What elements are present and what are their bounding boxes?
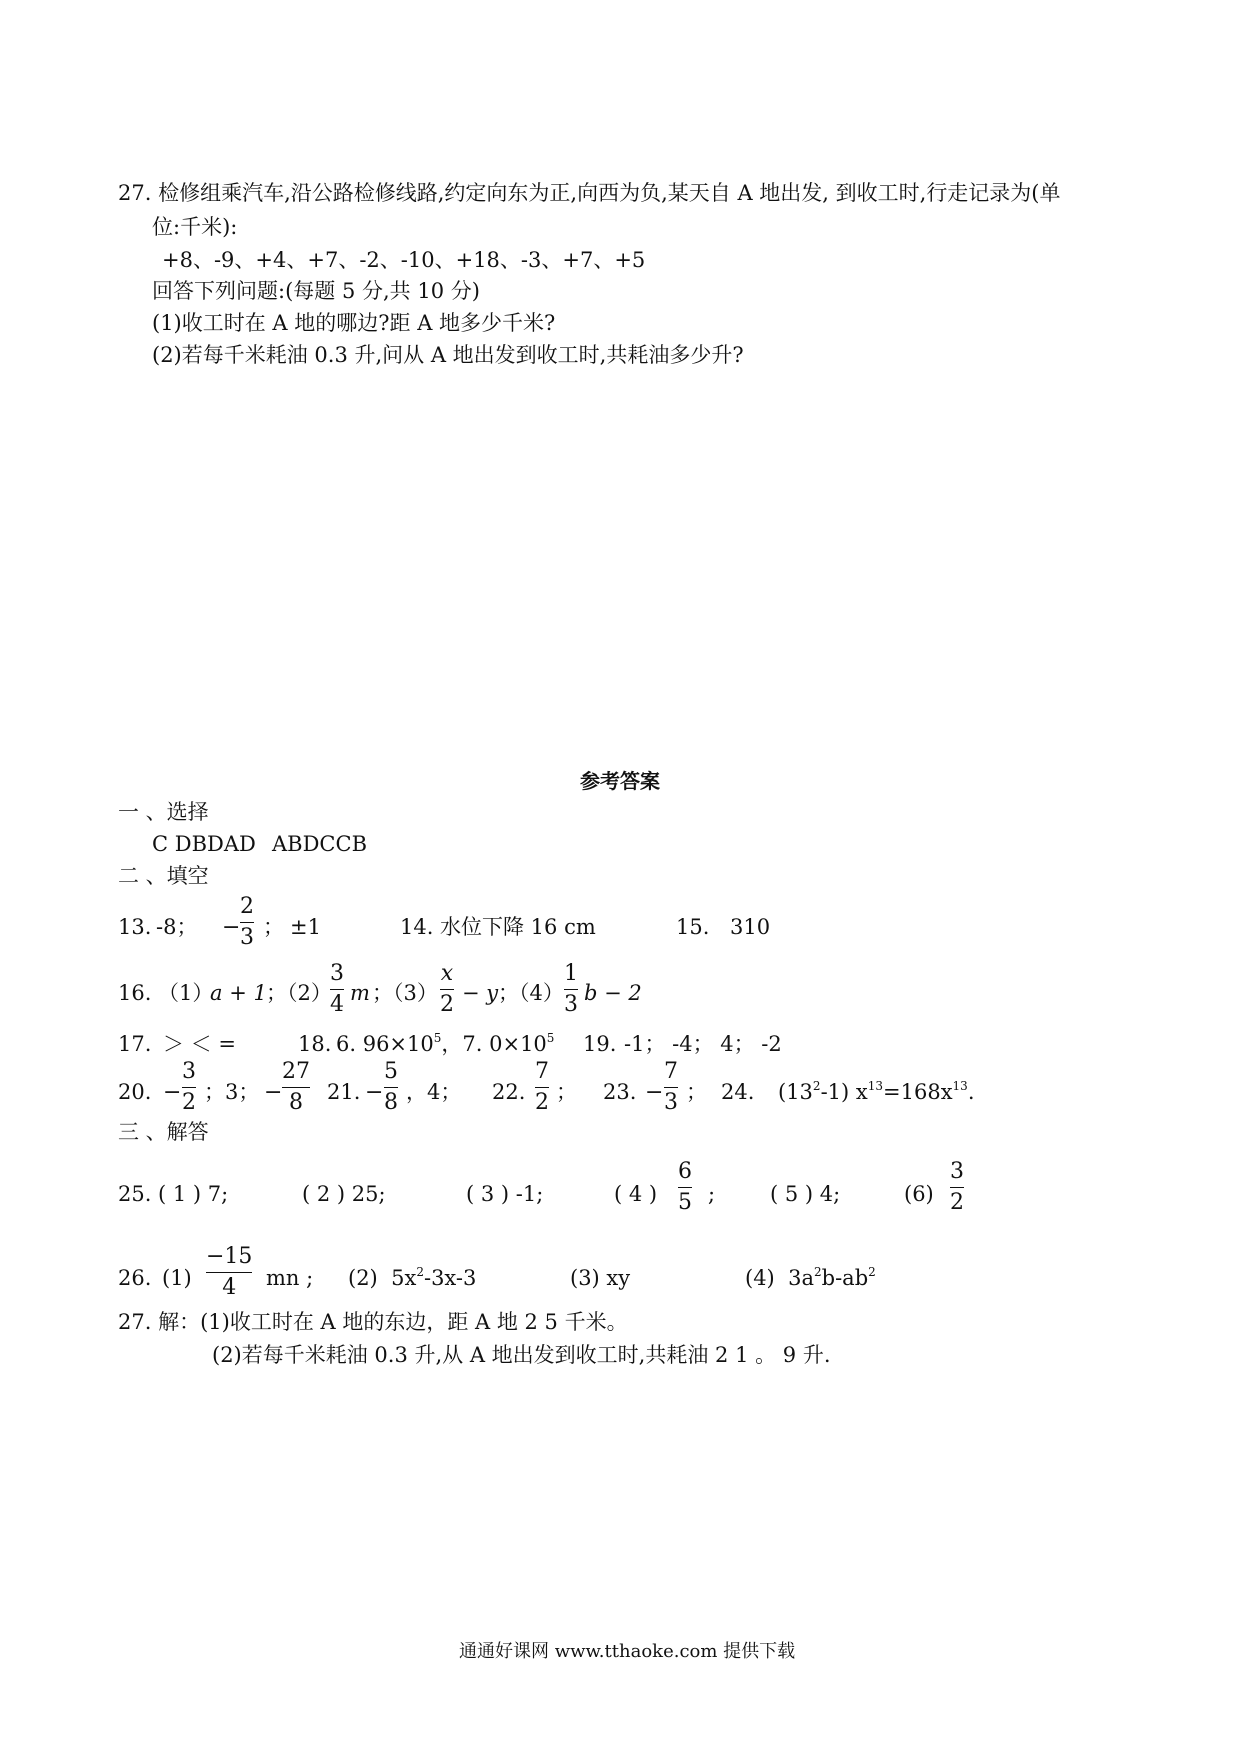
q24-mid2: =168x: [883, 1080, 953, 1104]
q24-exp1: 2: [812, 1079, 821, 1093]
q25-d-den: 5: [678, 1190, 692, 1215]
q25-c: ( 3 ) -1;: [466, 1182, 544, 1206]
section-solve-heading: 三 、解答: [118, 1120, 209, 1144]
q27-part2: (2)若每千米耗油 0.3 升,问从 A 地出发到收工时,共耗油多少升?: [152, 343, 744, 367]
q27-line2: 位:千米):: [152, 215, 238, 239]
q24-expression: [778, 1079, 975, 1104]
q25-e: ( 5 ) 4;: [770, 1182, 841, 1206]
q24-label: 24.: [721, 1080, 755, 1104]
choice-answers-1: C DBDAD: [152, 832, 256, 856]
q16-fraction-3: [440, 963, 454, 1016]
q18-label: 18.: [298, 1032, 332, 1056]
q13-fraction-num: 2: [240, 894, 254, 919]
q27-part1: (1)收工时在 A 地的哪边?距 A 地多少千米?: [152, 311, 556, 335]
q16-p2: ；（2）: [266, 981, 332, 1005]
q26-p2-tail: -3x-3: [423, 1266, 477, 1290]
q21-label: 21.: [327, 1080, 361, 1104]
q18-b-mantissa: 7. 0×10: [462, 1032, 547, 1056]
q16-e1: a + 1: [210, 981, 267, 1005]
q16-f2-num: 3: [330, 961, 344, 986]
q20-minus-1: −: [163, 1080, 182, 1105]
q20-minus-2: −: [264, 1080, 283, 1105]
q26-p4-exp2: 2: [868, 1265, 876, 1279]
q20-mid: ；3；: [204, 1080, 260, 1104]
q26-p4-exp1: 2: [814, 1265, 822, 1279]
q18-b-exp: 5: [546, 1031, 555, 1045]
q26-f-den: 4: [222, 1275, 237, 1300]
q26-p4-label: (4): [745, 1266, 775, 1290]
q27-record: +8、-9、+4、+7、-2、-10、+18、-3、+7、+5: [162, 248, 646, 272]
q15-label: 15.: [676, 915, 710, 939]
q23-label: 23.: [603, 1080, 637, 1104]
q15-value: 310: [730, 915, 771, 939]
section-fill-heading: 二 、填空: [118, 864, 209, 888]
q27-answer-line1: 27. 解：(1)收工时在 A 地的东边，距 A 地 2 5 千米。: [118, 1310, 628, 1334]
q24-pre: (13: [778, 1080, 813, 1104]
q27-answer-line2: (2)若每千米耗油 0.3 升,从 A 地出发到收工时,共耗油 2 1 。 9 升.: [212, 1343, 831, 1367]
q26-label: 26.: [118, 1266, 152, 1290]
q20-fraction-1: [182, 1061, 196, 1114]
q25-d-num: 6: [678, 1159, 692, 1184]
q26-p4-mid: b-ab: [821, 1266, 869, 1290]
q21-f-den: 8: [384, 1090, 398, 1115]
q20-label: 20.: [118, 1080, 152, 1104]
q16-e4: b − 2: [584, 981, 642, 1005]
q25-label: 25.: [118, 1182, 152, 1206]
q22-fraction: [535, 1061, 549, 1114]
q26-f-num: −15: [206, 1244, 253, 1269]
q16-p4: ；（4）: [498, 981, 564, 1005]
q25-d-label: ( 4 ): [614, 1182, 658, 1206]
q26-f-tail: mn ;: [266, 1266, 314, 1290]
q19-label: 19.: [583, 1032, 617, 1056]
q13-sep: ；: [263, 915, 284, 939]
q25-f-label: (6): [904, 1182, 934, 1206]
q21-fraction: [384, 1061, 398, 1114]
page-footer: 通通好课网 www.tthaoke.com 提供下载: [459, 1641, 796, 1662]
q16-f4-num: 1: [564, 961, 578, 986]
q25-f-num: 3: [950, 1159, 964, 1184]
q27-instruction: 回答下列问题:(每题 5 分,共 10 分): [152, 279, 480, 303]
q24-mid: -1) x: [820, 1080, 868, 1104]
q25-d-fraction: [678, 1161, 692, 1214]
q22-label: 22.: [492, 1080, 526, 1104]
q26-p2-label: (2): [348, 1266, 378, 1290]
q26-p3: (3) xy: [570, 1266, 631, 1290]
q18-a-exp: 5: [433, 1031, 442, 1045]
q22-f-num: 7: [535, 1059, 549, 1084]
q13-label: 13.: [118, 915, 152, 939]
q16-fraction-2: [330, 963, 344, 1016]
q26-p4-pre: 3a: [788, 1266, 814, 1290]
q20-f2-den: 8: [289, 1090, 303, 1115]
q16-label: 16.: [118, 981, 152, 1005]
q26-p2: [348, 1265, 477, 1290]
q16-f4-den: 3: [564, 992, 578, 1017]
q13-minus: −: [222, 915, 241, 940]
q22-tail: ；: [556, 1080, 577, 1104]
q14-label: 14.: [400, 915, 434, 939]
section-choice-heading: 一 、选择: [118, 800, 209, 824]
q16-f3-num: x: [440, 961, 454, 986]
q19-value: -1； -4； 4； -2: [624, 1032, 782, 1056]
q24-tail: .: [967, 1080, 975, 1104]
q26-p1: (1): [162, 1266, 192, 1290]
q25-b: ( 2 ) 25;: [302, 1182, 386, 1206]
q16-p1: （1）: [158, 981, 214, 1005]
q13-part-a: -8；: [156, 915, 198, 939]
q26-p4: [745, 1265, 876, 1290]
q27-line1: 27. 检修组乘汽车,沿公路检修线路,约定向东为正,向西为负,某天自 A 地出发, 到收工时,行走记录为(单: [118, 181, 1061, 205]
q20-f2-num: 27: [282, 1059, 310, 1084]
q24-exp2: 13: [867, 1079, 884, 1093]
q16-p3: ；（3）: [372, 981, 438, 1005]
q25-f-fraction: [950, 1161, 964, 1214]
q26-p2-exp: 2: [416, 1265, 424, 1279]
q16-f2-den: 4: [330, 992, 344, 1017]
q22-f-den: 2: [535, 1090, 549, 1115]
q26-p2-pre: 5x: [391, 1266, 417, 1290]
answers-title: 参考答案: [580, 769, 660, 793]
q13-part-c: ±1: [290, 915, 321, 939]
q20-f1-num: 3: [182, 1059, 196, 1084]
q20-fraction-2: [282, 1061, 310, 1114]
q17-value: ＞ ＜ =: [163, 1032, 236, 1056]
q18-value: [336, 1031, 555, 1056]
q13-fraction: [240, 896, 254, 949]
q23-tail: ；: [686, 1080, 707, 1104]
choice-answers-2: ABDCCB: [272, 832, 368, 856]
q23-minus: −: [645, 1080, 664, 1105]
q14-text: 水位下降 16 cm: [440, 915, 596, 939]
q26-fraction: [206, 1246, 252, 1299]
q25-d-tail: ;: [708, 1182, 716, 1206]
q25-a: ( 1 ) 7;: [158, 1182, 229, 1206]
q21-tail: ，4；: [406, 1080, 462, 1104]
q23-fraction: [664, 1061, 678, 1114]
q25-f-den: 2: [950, 1190, 964, 1215]
q18-a-mantissa: 6. 96×10: [336, 1032, 434, 1056]
q16-f3-den: 2: [440, 992, 454, 1017]
q13-fraction-den: 3: [240, 925, 254, 950]
q23-f-num: 7: [664, 1059, 678, 1084]
q20-f1-den: 2: [182, 1090, 196, 1115]
q18-sep: ，: [441, 1032, 463, 1056]
q16-e3: − y: [462, 981, 499, 1005]
q24-exp3: 13: [952, 1079, 968, 1093]
q17-label: 17.: [118, 1032, 152, 1056]
q23-f-den: 3: [664, 1090, 678, 1115]
q16-fraction-4: [564, 963, 578, 1016]
q21-minus: −: [365, 1080, 384, 1105]
q21-f-num: 5: [384, 1059, 398, 1084]
q16-e2: m: [350, 981, 370, 1005]
